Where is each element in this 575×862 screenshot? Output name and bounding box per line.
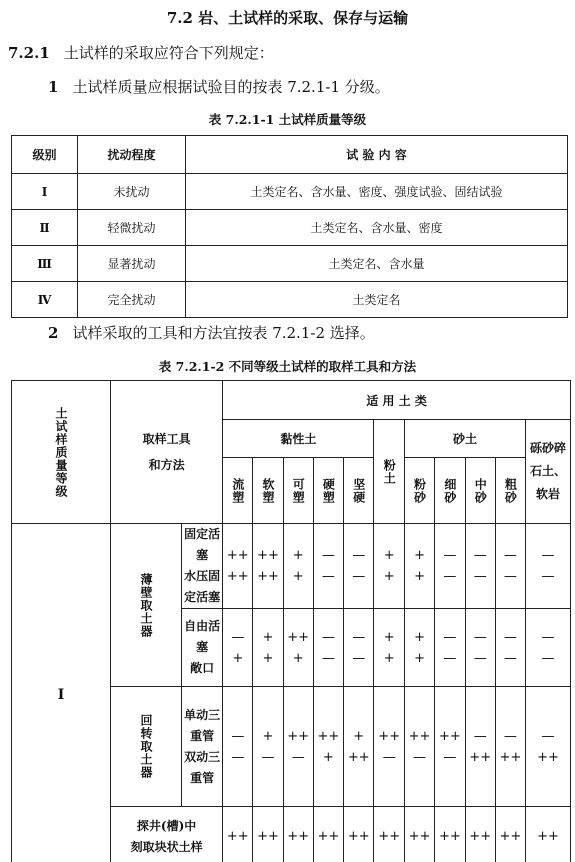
mark: —: [466, 648, 495, 669]
col-plastic: [283, 458, 313, 524]
tests-cell: 土类定名、含水量、密度、强度试验、固结试验: [186, 174, 568, 210]
mark: —: [526, 648, 570, 669]
mark-cell: [253, 609, 283, 687]
mark: —: [496, 566, 525, 587]
mark: —: [435, 545, 464, 566]
table-header-row: [12, 136, 568, 174]
sampling-tools-table: [11, 380, 571, 862]
mark: ++: [223, 545, 252, 566]
mark: —: [466, 726, 495, 747]
mark-cell: [223, 609, 253, 687]
mark: +: [405, 648, 434, 669]
mark: ++: [435, 726, 464, 747]
col-medium-sand-text: 中砂: [473, 478, 487, 504]
mark: —: [496, 545, 525, 566]
grade-cell: [12, 524, 111, 862]
clause-text: 土试样的采取应符合下列规定：: [64, 44, 274, 62]
header-disturbance: 扰动程度: [78, 136, 186, 174]
mark: —: [284, 747, 313, 768]
method-label: 敞口: [182, 658, 222, 679]
mark-cell: [435, 609, 465, 687]
item-2: [48, 322, 375, 343]
mark: —: [496, 726, 525, 747]
mark-cell: ++: [465, 807, 495, 862]
method-label: 固定活塞: [182, 524, 222, 566]
mark-cell: [343, 524, 373, 609]
item2-number: 2: [48, 324, 58, 342]
mark: —: [253, 747, 282, 768]
method-label: 双动三重管: [182, 747, 222, 789]
mark: —: [435, 648, 464, 669]
tool-header-text: 取样工具和方法: [139, 426, 195, 478]
col-soft-plastic: [253, 458, 283, 524]
mark-cell: [435, 687, 465, 807]
mark: —: [344, 648, 373, 669]
mark-cell: ++: [223, 807, 253, 862]
col-silty-sand: [404, 458, 434, 524]
mark: +: [405, 566, 434, 587]
mark-cell: [404, 687, 434, 807]
mark: —: [466, 627, 495, 648]
mark: +: [344, 726, 373, 747]
mark: —: [526, 545, 570, 566]
method-label: 水压固定活塞: [182, 566, 222, 608]
mark-cell: [465, 687, 495, 807]
mark-cell: [283, 609, 313, 687]
mark: —: [223, 627, 252, 648]
mark-cell: [283, 687, 313, 807]
mark: —: [405, 747, 434, 768]
silt-header: [374, 420, 404, 524]
col-hard-plastic-text: 硬塑: [321, 478, 335, 504]
table2-caption: 表 7.2.1-2 不同等级土试样的取样工具和方法: [0, 357, 575, 375]
tests-cell: 土类定名、含水量、密度: [186, 210, 568, 246]
grade-cell: Ⅳ: [12, 282, 78, 318]
section-title: 7.2 岩、土试样的采取、保存与运输: [0, 7, 575, 28]
cohesive-soil-header: 黏性土: [223, 420, 374, 458]
mark: —: [223, 726, 252, 747]
col-coarse-sand-text: 粗砂: [503, 478, 517, 504]
mark-cell: [526, 524, 571, 609]
mark-cell: [526, 609, 571, 687]
col-flow-plastic-text: 流塑: [231, 478, 245, 504]
tool-header: [111, 381, 223, 524]
clause-7-2-1: [8, 42, 274, 63]
mark: —: [314, 648, 343, 669]
col-fine-sand-text: 细砂: [443, 478, 457, 504]
col-soft-plastic-text: 软塑: [261, 478, 275, 504]
mark: +: [253, 648, 282, 669]
col-stiff-text: 坚硬: [352, 478, 366, 504]
disturbance-cell: 显著扰动: [78, 246, 186, 282]
mark-cell: [313, 687, 343, 807]
mark: ++: [526, 747, 570, 768]
gravel-header: [526, 420, 571, 524]
mark-cell: [313, 609, 343, 687]
mark-cell: [283, 524, 313, 609]
table-row: [12, 174, 568, 210]
mark: ++: [253, 545, 282, 566]
group-thin-wall-label: 薄壁取土器: [139, 573, 153, 638]
mark-cell: ++: [495, 807, 525, 862]
tests-cell: 土类定名: [186, 282, 568, 318]
tests-cell: 土类定名、含水量: [186, 246, 568, 282]
mark-cell: [374, 609, 404, 687]
mark-cell: [465, 524, 495, 609]
mark: +: [284, 648, 313, 669]
mark: +: [253, 726, 282, 747]
method-label: 单动三重管: [182, 705, 222, 747]
item1-text: 土试样质量应根据试验目的按表 7.2.1-1 分级。: [72, 78, 389, 96]
table1-caption: 表 7.2.1-1 土试样质量等级: [0, 110, 575, 128]
mark: +: [314, 747, 343, 768]
grade-cell: Ⅰ: [12, 174, 78, 210]
silt-header-text: 粉土: [382, 459, 396, 485]
method-cell: [182, 609, 223, 687]
disturbance-cell: 轻微扰动: [78, 210, 186, 246]
mark: ++: [284, 726, 313, 747]
item2-text: 试样采取的工具和方法宜按表 7.2.1-2 选择。: [72, 324, 374, 342]
mark: +: [223, 648, 252, 669]
mark-cell: [374, 687, 404, 807]
mark: ++: [466, 747, 495, 768]
disturbance-cell: 完全扰动: [78, 282, 186, 318]
col-medium-sand: [465, 458, 495, 524]
grade-header: [12, 381, 111, 524]
mark: +: [374, 648, 403, 669]
mark-cell: [374, 524, 404, 609]
table-row: [12, 210, 568, 246]
mark-cell: [223, 687, 253, 807]
mark: +: [374, 545, 403, 566]
mark-cell: ++: [283, 807, 313, 862]
mark: +: [284, 545, 313, 566]
soil-quality-grade-table: [11, 135, 568, 318]
disturbance-cell: 未扰动: [78, 174, 186, 210]
header-tests: 试 验 内 容: [186, 136, 568, 174]
clause-number: 7.2.1: [8, 44, 50, 62]
col-silty-sand-text: 粉砂: [413, 478, 427, 504]
mark: —: [435, 747, 464, 768]
mark-cell: [253, 524, 283, 609]
table-row: [12, 246, 568, 282]
col-hard-plastic: [313, 458, 343, 524]
mark: —: [496, 627, 525, 648]
grade-cell: Ⅱ: [12, 210, 78, 246]
mark: —: [526, 566, 570, 587]
mark: —: [344, 627, 373, 648]
mark: ++: [344, 747, 373, 768]
sand-header: 砂土: [404, 420, 525, 458]
mark: —: [466, 566, 495, 587]
mark: —: [496, 648, 525, 669]
mark: —: [374, 747, 403, 768]
pit-method-line2: 刻取块状土样: [111, 837, 222, 858]
mark: —: [314, 566, 343, 587]
mark-cell: [526, 687, 571, 807]
method-label: 自由活塞: [182, 616, 222, 658]
mark-cell: [343, 609, 373, 687]
mark: —: [435, 627, 464, 648]
col-fine-sand: [435, 458, 465, 524]
grade-header-text: 土试样质量等级: [54, 407, 68, 498]
mark-cell: ++: [374, 807, 404, 862]
mark: —: [344, 545, 373, 566]
mark: ++: [253, 566, 282, 587]
mark-cell: ++: [526, 807, 571, 862]
mark-cell: [313, 524, 343, 609]
mark: ++: [284, 627, 313, 648]
mark-cell: ++: [313, 807, 343, 862]
mark: —: [526, 726, 570, 747]
mark: +: [253, 627, 282, 648]
group-rotary: [111, 687, 182, 807]
mark-cell: [223, 524, 253, 609]
mark: ++: [496, 747, 525, 768]
col-plastic-text: 可塑: [291, 478, 305, 504]
mark-cell: [253, 687, 283, 807]
mark: —: [435, 566, 464, 587]
mark-cell: [404, 609, 434, 687]
method-cell: [182, 687, 223, 807]
mark: ++: [405, 726, 434, 747]
mark: —: [223, 747, 252, 768]
mark: +: [374, 566, 403, 587]
mark-cell: ++: [343, 807, 373, 862]
mark: —: [466, 545, 495, 566]
mark-cell: ++: [435, 807, 465, 862]
pit-method-line1: 探井(槽)中: [111, 816, 222, 837]
applicable-soil-header: 适 用 土 类: [223, 381, 571, 420]
mark: +: [405, 627, 434, 648]
item1-number: 1: [48, 78, 58, 96]
method-cell: [111, 807, 223, 862]
mark-cell: [495, 609, 525, 687]
mark: +: [374, 627, 403, 648]
table-row: [12, 282, 568, 318]
mark: —: [344, 566, 373, 587]
mark: ++: [223, 566, 252, 587]
col-coarse-sand: [495, 458, 525, 524]
table-row: [12, 524, 571, 609]
grade-value: Ⅰ: [58, 687, 65, 703]
mark-cell: [495, 687, 525, 807]
mark: ++: [314, 726, 343, 747]
group-rotary-label: 回转取土器: [139, 714, 153, 779]
mark: ++: [374, 726, 403, 747]
method-cell: [182, 524, 223, 609]
mark-cell: [465, 609, 495, 687]
mark-cell: [435, 524, 465, 609]
mark: —: [526, 627, 570, 648]
mark: +: [284, 566, 313, 587]
mark-cell: ++: [404, 807, 434, 862]
mark: —: [314, 627, 343, 648]
gravel-header-text: 砾砂碎石土、软岩: [526, 437, 570, 506]
group-thin-wall: [111, 524, 182, 687]
mark: —: [314, 545, 343, 566]
grade-cell: Ⅲ: [12, 246, 78, 282]
mark-cell: [404, 524, 434, 609]
col-stiff: [343, 458, 373, 524]
mark: +: [405, 545, 434, 566]
mark-cell: [343, 687, 373, 807]
mark-cell: [495, 524, 525, 609]
mark-cell: ++: [253, 807, 283, 862]
col-flow-plastic: [223, 458, 253, 524]
header-grade: 级别: [12, 136, 78, 174]
item-1: [48, 76, 390, 97]
